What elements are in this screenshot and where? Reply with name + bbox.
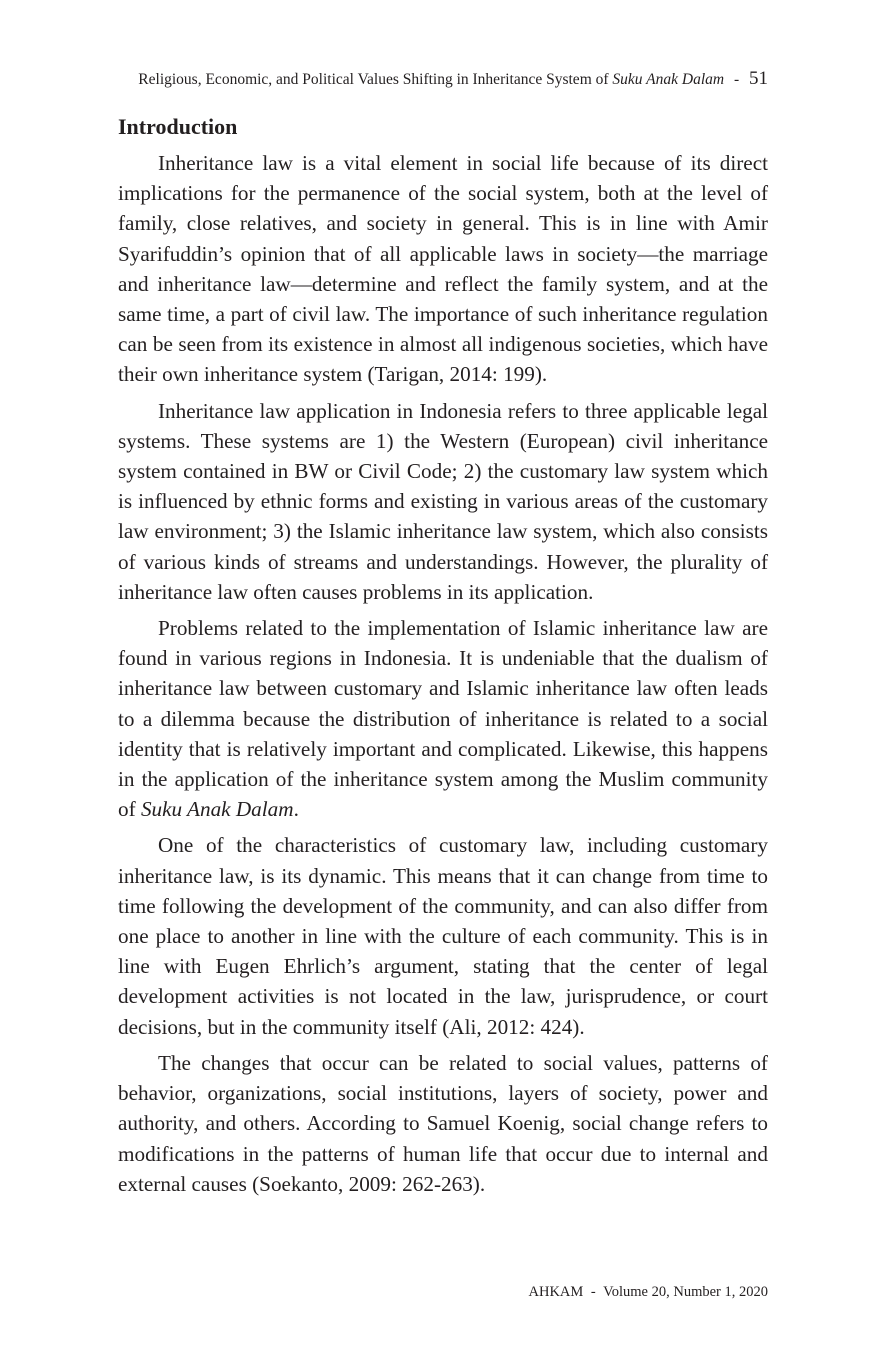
section-heading: Introduction (118, 114, 238, 139)
footer-journal: AHKAM (528, 1284, 584, 1300)
paragraph: One of the characteristics of customary law, including customary inheritance law, is its dynamic. This means that it can change from time to time following the development of the community, and can also differ from one place to another in line with the culture of each community. This is in line with Eugen Ehrlich’s argument, stating that the center of legal development activities is not located in the law, jurisprudence, or court decisions, but in the community itself (Ali, 2012: 424). (118, 833, 768, 1039)
paragraph: The changes that occur can be related to social values, patterns of behavior, organizations, social institutions, layers of society, power and authority, and others. According to Samuel Koenig, social change refers to modifications in the patterns of human life that occur due to internal and external causes (Soekanto, 2009: 262-263). (118, 1050, 768, 1196)
paragraph-text: Problems related to the implementation of Islamic inheritance law are found in various regions in Indonesia. It is undeniable that the dualism of inheritance law between customary and Islamic inheritance law often leads to a dilemma because the distribution of inheritance is related to a social identity that is relatively important and complicated. Likewise, this happens in the application of the inheritance system among the Muslim community of (118, 616, 768, 822)
header-title-italic: Suku Anak Dalam (612, 71, 725, 88)
page-number: 51 (749, 68, 768, 89)
paragraph (118, 613, 768, 824)
paragraph: Inheritance law is a vital element in social life because of its direct implications for the permanence of the social system, both at the level of family, close relatives, and society in general. This is in line with Amir Syarifuddin’s opinion that of all applicable laws in society—the marriage and inheritance law—determine and reflect the family system, and at the same time, a part of civil law. The importance of such inheritance regulation can be seen from its existence in almost all indigenous societies, which have their own inheritance system (Tarigan, 2014: 199). (118, 151, 768, 387)
paragraph: Inheritance law application in Indonesia refers to three applicable legal systems. These systems are 1) the Western (European) civil inheritance system contained in BW or Civil Code; 2) the customary law system which is influenced by ethnic forms and existing in various areas of the customary law environment; 3) the Islamic inheritance law system, which also consists of various kinds of streams and understandings. However, the plurality of inheritance law often causes problems in its application. (118, 398, 768, 604)
header-separator: - (733, 71, 740, 88)
paragraph-italic-term: Suku Anak Dalam (140, 797, 294, 822)
footer-issue: Volume 20, Number 1, 2020 (603, 1284, 768, 1300)
running-footer (120, 1284, 768, 1301)
header-title: Religious, Economic, and Political Values Shifting in Inheritance System of (138, 71, 609, 88)
footer-separator: - (590, 1284, 596, 1300)
paragraph-text-end: . (293, 797, 299, 822)
body-text (118, 148, 768, 1205)
running-header (120, 68, 768, 90)
